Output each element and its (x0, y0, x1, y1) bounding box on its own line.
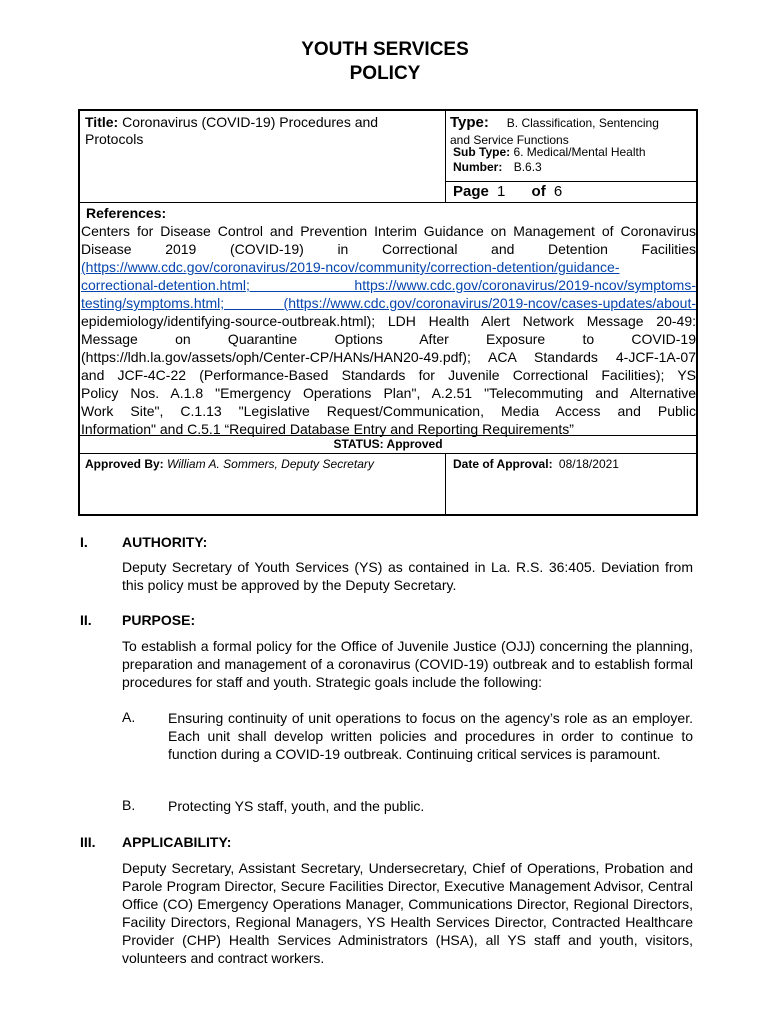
reference-line: epidemiology/identifying-source-outbreak.html); LDH Health Alert Network Message 20-49: (81, 313, 696, 329)
page-label: Page (453, 183, 489, 200)
policy-subtype (453, 145, 646, 160)
approved-by-label: Approved By: (85, 457, 164, 471)
purpose-item-a: Ensuring continuity of unit operations to focus on the agency’s role as an employer. Each unit shall develop written policies and procedures in order to continue to function during a COVID-19 outbreak. Continuing critical services is paramount. (168, 710, 693, 762)
section-heading-applicability: APPLICABILITY: (122, 834, 232, 850)
title-label: Title: (85, 114, 119, 130)
section-text-purpose: To establish a formal policy for the Office of Juvenile Justice (OJJ) concerning the planning, preparation and management of a coronavirus (COVID-19) outbreak and to establish formal procedures for staff and youth. Strategic goals include the following: (122, 638, 693, 690)
reference-link[interactable]: testing/symptoms.html; (https://www.cdc.gov/coronavirus/2019-ncov/cases-updates/about- (81, 295, 696, 311)
type-text-cont: and Service Functions (450, 133, 569, 147)
section-number: II. (80, 612, 92, 628)
references-block (81, 204, 696, 438)
references-label: References: (86, 205, 167, 221)
approved-by-text: William A. Sommers, Deputy Secretary (167, 457, 374, 471)
subtype-label: Sub Type: (453, 145, 511, 159)
type-text: B. Classification, Sentencing (506, 116, 659, 130)
status-label: STATUS: Approved (333, 437, 443, 451)
reference-line: Information" and C.5.1 “Required Database Entry and Reporting Requirements” (81, 421, 574, 437)
reference-line: and JCF-4C-22 (Performance-Based Standards for Juvenile Correctional Facilities); YS (81, 367, 696, 383)
type-label: Type: (450, 114, 489, 131)
subtype-text: 6. Medical/Mental Health (513, 145, 646, 159)
policy-title (85, 114, 440, 148)
section-number: I. (80, 534, 88, 550)
section-text-applicability: Deputy Secretary, Assistant Secretary, Undersecretary, Chief of Operations, Probation and Parole Program Director, Secure Facilities Director, Executive Management Advisor, Central Office (CO) Emergency Operations Manager, Communications Director, Regional Directors, Facility Directors, Regional Managers, YS Health Services Director, Contracted Healthcare Provider (CHP) Health Services Administrators (HSA), all YS staff and youth, visitors, volunteers and contract workers. (122, 860, 693, 966)
approval-date-label: Date of Approval: (453, 457, 553, 471)
section-heading-purpose: PURPOSE: (122, 612, 196, 628)
policy-number (453, 160, 542, 175)
box-divider-approval-vertical (445, 453, 446, 515)
reference-line: (https://ldh.la.gov/assets/oph/Center-CP/HANs/HAN20-49.pdf); ACA Standards 4-JCF-1A-07 (81, 349, 696, 365)
approved-by (85, 457, 440, 472)
reference-line: Policy Nos. A.1.8 "Emergency Operations Plan", A.2.51 "Telecommuting and Alternative (81, 385, 696, 401)
approval-date-text: 08/18/2021 (558, 457, 619, 471)
page-number: 1 (497, 183, 506, 200)
reference-link[interactable]: correctional-detention.html; https://www.cdc.gov/coronavirus/2019-ncov/symptoms- (81, 277, 696, 293)
approval-date (453, 457, 693, 472)
page-total: 6 (553, 183, 563, 200)
reference-line: Disease 2019 (COVID-19) in Correctional and Detention Facilities (81, 241, 696, 257)
document-title-line1: YOUTH SERVICES (301, 39, 469, 60)
section-number: III. (80, 834, 96, 850)
reference-line: Work Site", C.1.13 "Legislative Request/Communication, Media Access and Public (81, 403, 696, 419)
page-indicator (453, 183, 562, 200)
number-label: Number: (453, 160, 503, 174)
reference-line: Centers for Disease Control and Prevention Interim Guidance on Management of Coronavirus (81, 223, 696, 239)
policy-type (450, 114, 695, 148)
box-divider-approval (78, 453, 698, 454)
document-title-line2: POLICY (349, 63, 421, 84)
box-divider-page (445, 181, 698, 182)
reference-line: Message on Quarantine Options After Exposure to COVID-19 (81, 331, 696, 347)
box-divider-vertical (445, 111, 446, 203)
list-marker-b: B. (122, 797, 136, 813)
purpose-item-b: Protecting YS staff, youth, and the public. (168, 798, 425, 814)
list-marker-a: A. (122, 709, 136, 725)
section-text-authority: Deputy Secretary of Youth Services (YS) as contained in La. R.S. 36:405. Deviation from this policy must be approved by the Deputy Secretary. (122, 559, 693, 593)
title-text-cont: Protocols (85, 131, 144, 147)
section-heading-authority: AUTHORITY: (122, 534, 208, 550)
number-text: B.6.3 (513, 160, 542, 174)
box-divider-references (78, 202, 698, 203)
reference-link[interactable]: (https://www.cdc.gov/coronavirus/2019-ncov/community/correction-detention/guidance- (81, 259, 620, 275)
title-text: Coronavirus (COVID-19) Procedures and (122, 114, 379, 130)
of-label: of (531, 183, 546, 200)
